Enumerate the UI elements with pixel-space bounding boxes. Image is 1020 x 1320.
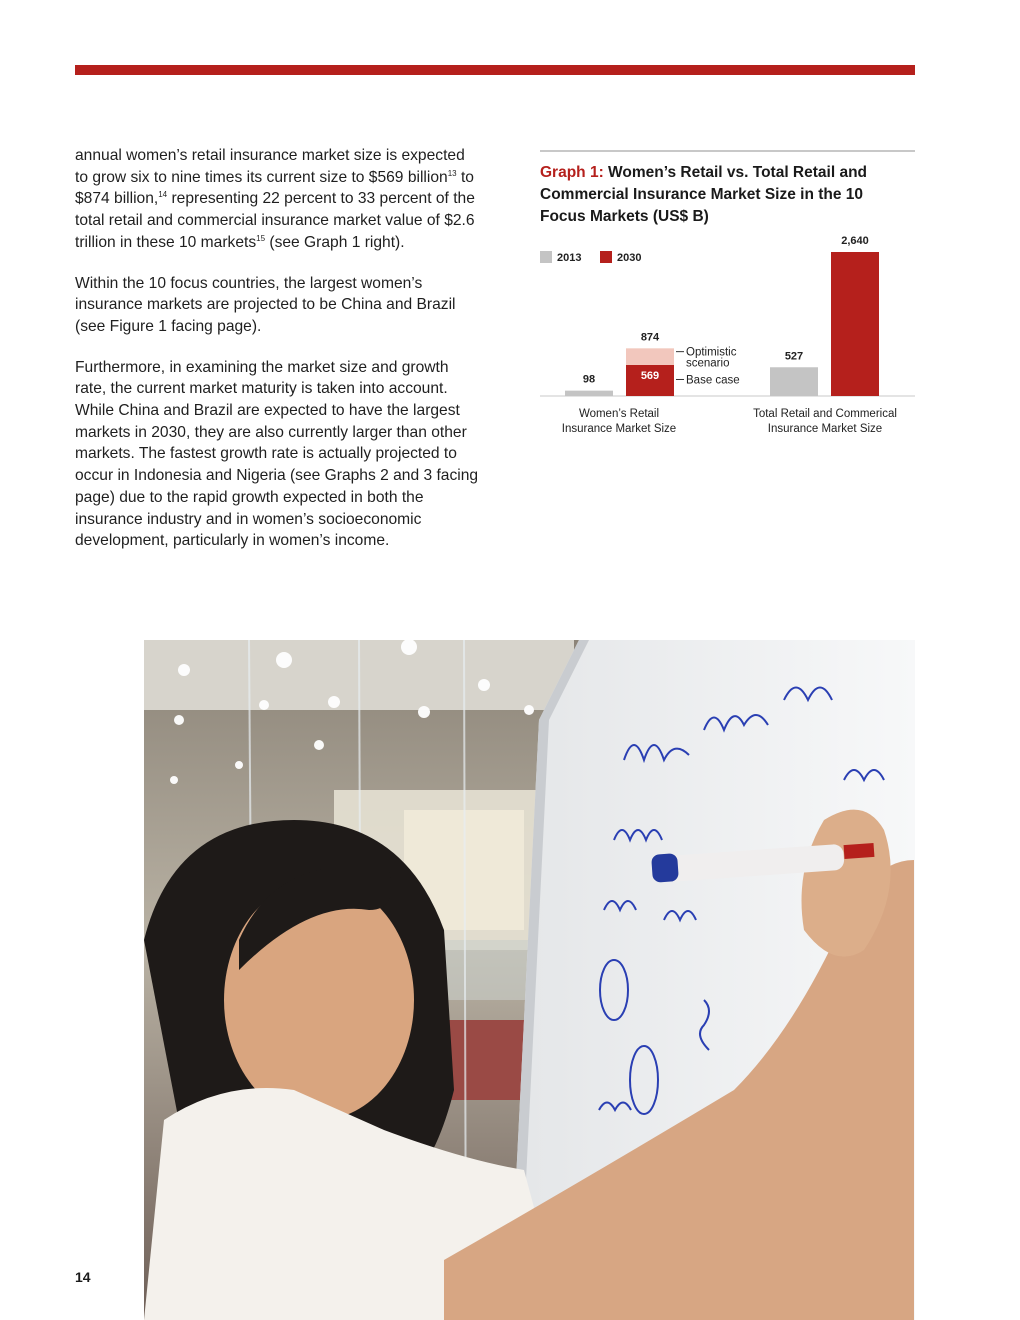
annotation-optimistic-line1: Optimistic xyxy=(686,346,737,359)
graph-title-lead: Graph 1: xyxy=(540,164,604,181)
legend-swatch-2030 xyxy=(600,251,612,263)
bar-label-2030-0: 569 xyxy=(640,369,660,382)
graph-title-text: Women’s Retail vs. Total Retail and Commercial Insurance Market Size in the 10 Focus Markets (US$ B) xyxy=(540,164,868,225)
body-text xyxy=(75,145,480,571)
photo-illustration xyxy=(144,640,915,1320)
category-label-1-line-1: Insurance Market Size xyxy=(767,423,883,435)
bar-chart xyxy=(540,150,915,450)
bar-2013-0 xyxy=(565,391,613,396)
bar-optimistic-segment xyxy=(626,348,674,365)
legend-label-2030: 2030 xyxy=(617,252,642,264)
bar-label-2013-0: 98 xyxy=(582,373,596,386)
annotation-optimistic-line2: scenario xyxy=(686,357,730,370)
category-label-0-line-0: Women’s Retail xyxy=(578,408,660,420)
annotation-base-case: Base case xyxy=(686,374,740,387)
bar-2013-1 xyxy=(770,367,818,396)
bar-2030-1 xyxy=(831,252,879,396)
paragraph-1: annual women’s retail insurance market size is expected to grow six to nine times its current size to $569 billion$^{13}$ to $874 billion,$^{14}$ representing 22 percent to 33 percent of the total retail and commercial insurance market value of $2.6 trillion in these 10 markets$^{15}$ (see Graph 1 right). xyxy=(75,147,475,251)
paragraph-3: Furthermore, in examining the market size and growth rate, the current market maturity is taken into account. While China and Brazil are expected to have the largest markets in 2030, they are also currently larger than other markets. The fastest growth rate is actually projected to occur in Indonesia and Nigeria (see Graphs 2 and 3 facing page) due to the rapid growth expected in both the insurance industry and in women’s socioeconomic development, particularly in women’s income. xyxy=(75,358,479,550)
page-number: 14 xyxy=(75,1269,91,1285)
category-label-1-line-0: Total Retail and Commerical xyxy=(753,408,897,420)
footnote-13: 13 xyxy=(447,168,457,178)
legend-label-2013: 2013 xyxy=(557,252,582,264)
graph-1 xyxy=(540,150,915,450)
bar-label-2013-1: 527 xyxy=(784,350,804,363)
category-label-0-line-1: Insurance Market Size xyxy=(561,423,677,435)
top-rule xyxy=(75,65,915,75)
footnote-14: 14 xyxy=(158,190,168,200)
paragraph-2: Within the 10 focus countries, the largest women’s insurance markets are projected to be China and Brazil (see Figure 1 facing page). xyxy=(75,274,456,335)
bar-label-optimistic: 874 xyxy=(640,331,660,344)
photo-woman-writing-on-whiteboard xyxy=(144,640,915,1320)
bar-label-2030-1: 2,640 xyxy=(841,235,869,247)
footnote-15: 15 xyxy=(256,233,266,243)
legend-swatch-2013 xyxy=(540,251,552,263)
